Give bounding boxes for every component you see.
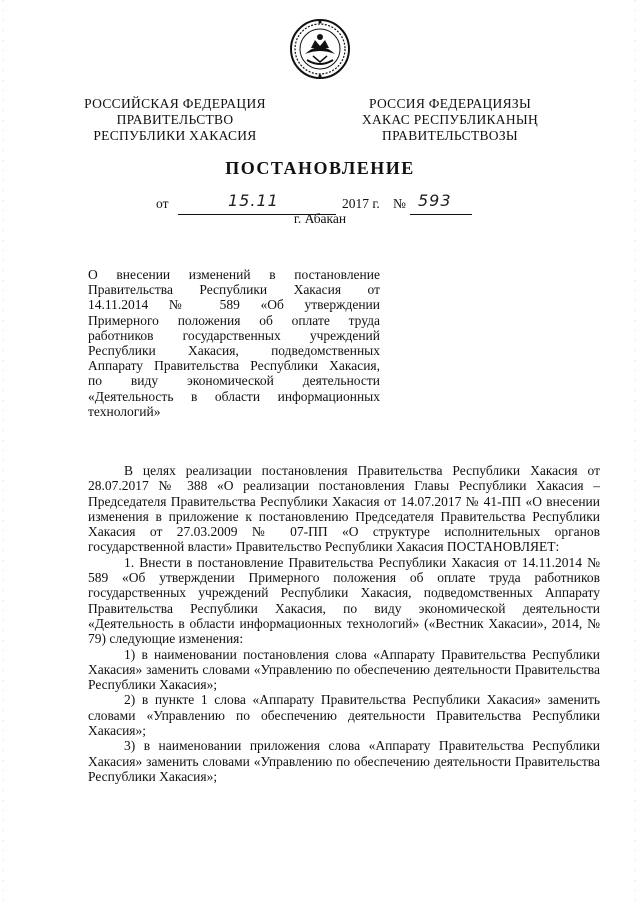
subject-line: работников государственных учреждений	[88, 327, 380, 343]
header-right-line: ХАКАС РЕСПУБЛИКАНЫҢ	[361, 112, 539, 127]
handwritten-number: 593	[418, 191, 452, 210]
header-left-line: РОССИЙСКАЯ ФЕДЕРАЦИЯ	[84, 96, 266, 111]
subject-line: О внесении изменений в постановление	[88, 267, 380, 282]
year-label: 2017 г.	[342, 196, 380, 211]
header-left-line: РЕСПУБЛИКИ ХАКАСИЯ	[93, 128, 257, 143]
clause-1-paragraph: 1. Внести в постановление Правительства Республики Хакасия от 14.11.2014 № 589 «Об утверждении Примерного положения об оплате труда работников государственных учреждений Республики Хакасия, подведомственных Аппарату Правительства Республики Хакасия, по виду экономической деятельности «Деятельность в области информационных технологий» («Вестник Хакасии», 2014, № 79) следующие изменения:	[88, 554, 600, 647]
subject-line: Правительства Республики Хакасия от	[88, 282, 380, 298]
header-right-line: ПРАВИТЕЛЬСТВОЗЫ	[382, 128, 518, 143]
subclause-2-paragraph: 2) в пункте 1 слова «Аппарату Правительства Республики Хакасия» заменить словами «Управлению по обеспечению деятельности Правительства Республики Хакасия»;	[88, 692, 600, 739]
subject-line: Примерного положения об оплате труда	[88, 312, 380, 328]
subject-line: 14.11.2014 № 589 «Об утверждении	[88, 297, 380, 313]
subject-block	[88, 267, 380, 419]
preamble-paragraph: В целях реализации постановления Правительства Республики Хакасия от 28.07.2017 № 388 «О реализации постановления Главы Республики Хакасия – Председателя Правительства Республики Хакасия от 14.07.2017 № 41-ПП «О внесении изменения в приложение к постановлению Председателя Правительства Республики Хакасия от 27.03.2009 № 07-ПП «О структуре исполнительных органов государственной власти» Правительство Республики Хакасия ПОСТАНОВЛЯЕТ:	[88, 463, 600, 555]
number-sign: №	[393, 196, 406, 211]
header-left-block	[60, 96, 290, 144]
document-title: ПОСТАНОВЛЕНИЕ	[225, 158, 415, 178]
subject-line: Республики Хакасия, подведомственных	[88, 343, 380, 359]
subject-line: «Деятельность в области информационных	[88, 388, 380, 404]
subject-line: технологий»	[88, 403, 161, 419]
subclause-3-paragraph: 3) в наименовании приложения слова «Аппарату Правительства Республики Хакасия» заменить словами «Управлению по обеспечению деятельности Правительства Республики Хакасия»;	[88, 738, 600, 784]
subject-line: Аппарату Правительства Республики Хакасия,	[88, 358, 380, 374]
document-body	[88, 463, 600, 784]
coat-of-arms-emblem	[289, 18, 351, 80]
handwritten-date: 15.11	[228, 191, 279, 210]
scan-edge-right	[634, 0, 637, 905]
city-label: г. Абакан	[293, 211, 347, 226]
header-right-block	[345, 96, 555, 144]
header-right-line: РОССИЯ ФЕДЕРАЦИЯЗЫ	[368, 96, 532, 111]
subject-line: по виду экономической деятельности	[88, 373, 380, 389]
subclause-1-paragraph: 1) в наименовании постановления слова «Аппарату Правительства Республики Хакасия» заменить словами «Управлению по обеспечению деятельности Правительства Республики Хакасия»;	[88, 646, 600, 693]
date-prefix: от	[156, 196, 169, 211]
header-left-line: ПРАВИТЕЛЬСТВО	[116, 112, 234, 127]
scan-edge-left	[2, 0, 5, 905]
